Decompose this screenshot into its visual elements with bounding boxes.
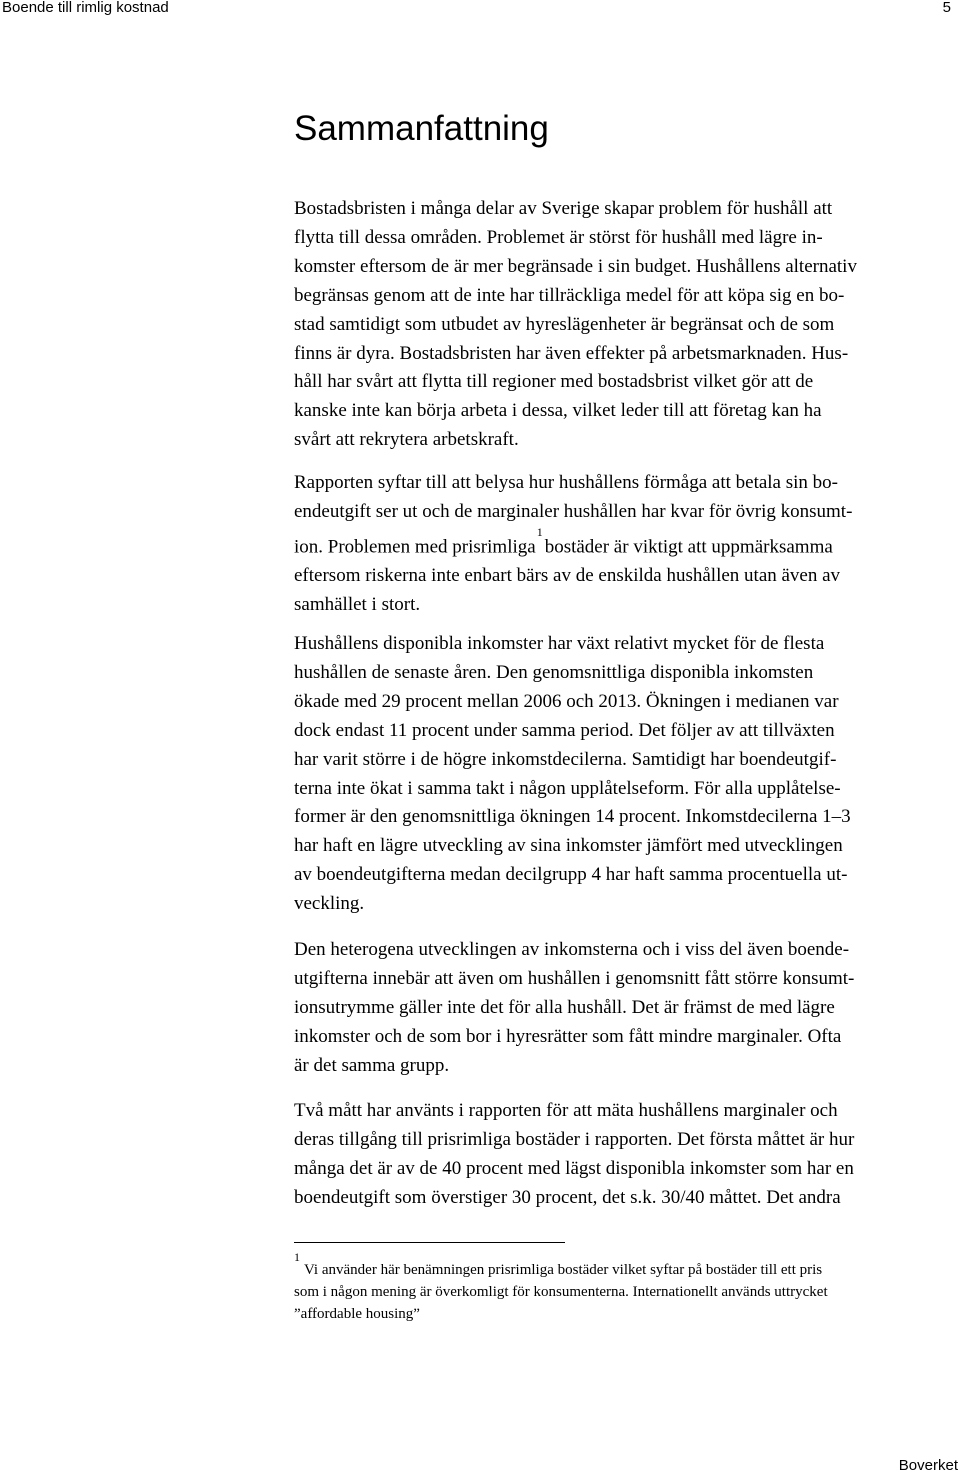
footnote-number: 1: [294, 1250, 300, 1264]
paragraph-5: [294, 1097, 906, 1213]
paragraph-line: Bostadsbristen i många delar av Sverige skapar problem för hushåll att: [294, 198, 833, 219]
paragraph-line: Två mått har använts i rapporten för att mäta hushållens marginaler och: [294, 1100, 838, 1121]
paragraph-line: former är den genomsnittliga ökningen 14 procent. Inkomstdecilerna 1–3: [294, 806, 851, 828]
paragraph-line: terna inte ökat i samma takt i någon upplåtelseform. För alla upplåtelse-: [294, 777, 841, 799]
paragraph-line-segment: ion. Problemen med prisrimliga: [294, 536, 536, 558]
paragraph-line: ionsutrymme gäller inte det för alla hushåll. Det är främst de med lägre: [294, 996, 835, 1018]
paragraph-line: har haft en lägre utveckling av sina inkomster jämfört med utvecklingen: [294, 835, 843, 857]
paragraph-line: komster eftersom de är mer begränsade i sin budget. Hushållens alternativ: [294, 255, 857, 277]
paragraph-line: svårt att rekrytera arbetskraft.: [294, 429, 519, 451]
footnote: [294, 1250, 828, 1325]
paragraph-2: [294, 469, 906, 620]
paragraph-line: hushållen de senaste åren. Den genomsnittliga disponibla inkomsten: [294, 661, 814, 683]
paragraph-line: är det samma grupp.: [294, 1054, 450, 1076]
footnote-line: [294, 1250, 828, 1281]
footnote-text: Vi använder här benämningen prisrimliga bostäder vilket syftar på bostäder till ett pris: [304, 1262, 823, 1278]
paragraph-line: [294, 524, 906, 562]
paragraph-line: stad samtidigt som utbudet av hyreslägenheter är begränsat och de som: [294, 313, 835, 335]
footer-publisher: Boverket: [898, 1457, 958, 1474]
footnote-line: ”affordable housing”: [294, 1306, 420, 1322]
paragraph-4: [294, 936, 906, 1081]
paragraph-line: utgifterna innebär att även om hushållen i genomsnitt fått större konsumt-: [294, 967, 855, 989]
paragraph-line: eftersom riskerna inte enbart bärs av de enskilda hushållen utan även av: [294, 565, 841, 587]
paragraph-line: dock endast 11 procent under samma period. Det följer av att tillväxten: [294, 719, 835, 741]
page-title: Sammanfattning: [294, 109, 549, 148]
footnote-reference: 1: [536, 524, 543, 539]
footnote-divider: [294, 1242, 565, 1243]
paragraph-line: många det är av de 40 procent med lägst disponibla inkomster som har en: [294, 1157, 854, 1179]
paragraph-line: deras tillgång till prisrimliga bostäder i rapporten. Det första måttet är hur: [294, 1128, 855, 1150]
paragraph-line: veckling.: [294, 893, 365, 915]
paragraph-line: ökade med 29 procent mellan 2006 och 2013. Ökningen i medianen var: [294, 690, 839, 712]
paragraph-line: håll har svårt att flytta till regioner med bostadsbrist vilket gör att de: [294, 371, 814, 393]
page-number: 5: [942, 0, 951, 16]
paragraph-line: kanske inte kan börja arbeta i dessa, vilket leder till att företag kan ha: [294, 400, 822, 422]
paragraph-1: [294, 195, 906, 455]
running-header-title: Boende till rimlig kostnad: [2, 0, 169, 16]
paragraph-line: endeutgift ser ut och de marginaler hushållen har kvar för övrig konsumt-: [294, 500, 853, 522]
paragraph-line: inkomster och de som bor i hyresrätter som fått mindre marginaler. Ofta: [294, 1025, 842, 1047]
running-header: [0, 0, 960, 20]
footnote-line: som i någon mening är överkomligt för konsumenterna. Internationellt används uttrycket: [294, 1284, 828, 1300]
paragraph-line: Rapporten syftar till att belysa hur hushållens förmåga att betala sin bo-: [294, 472, 838, 493]
paragraph-line: av boendeutgifterna medan decilgrupp 4 har haft samma procentuella ut-: [294, 864, 848, 886]
paragraph-line: begränsas genom att de inte har tillräckliga medel för att köpa sig en bo-: [294, 284, 845, 306]
paragraph-line: samhället i stort.: [294, 593, 421, 615]
paragraph-line: Hushållens disponibla inkomster har växt relativt mycket för de flesta: [294, 633, 825, 654]
paragraph-line: flytta till dessa områden. Problemet är störst för hushåll med lägre in-: [294, 226, 823, 248]
paragraph-line: har varit större i de högre inkomstdecilerna. Samtidigt har boendeutgif-: [294, 748, 837, 770]
paragraph-line: boendeutgift som överstiger 30 procent, det s.k. 30/40 måttet. Det andra: [294, 1186, 841, 1208]
paragraph-line: finns är dyra. Bostadsbristen har även effekter på arbetsmarknaden. Hus-: [294, 342, 849, 364]
paragraph-3: [294, 630, 906, 919]
paragraph-line: Den heterogena utvecklingen av inkomsterna och i viss del även boende-: [294, 939, 850, 960]
paragraph-line-segment: bostäder är viktigt att uppmärksamma: [544, 536, 833, 558]
